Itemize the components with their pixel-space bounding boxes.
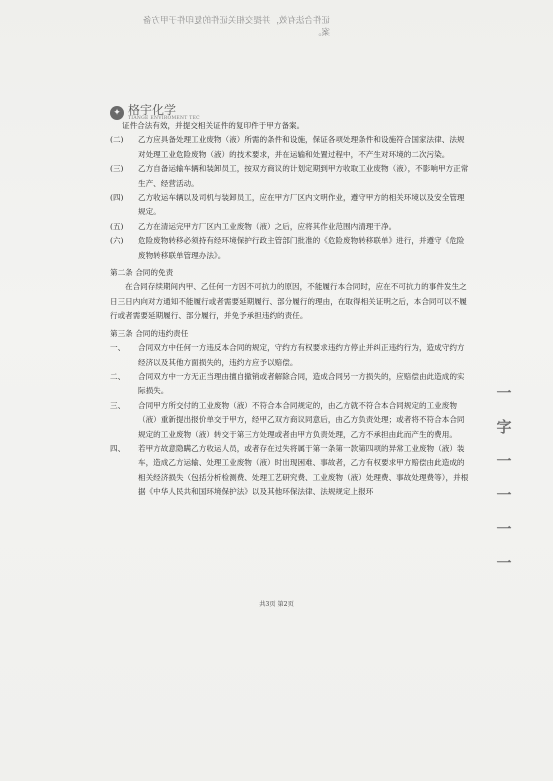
margin-mark: 一 xyxy=(496,554,512,572)
clause-text: 乙方收运车辆以及司机与装卸员工，应在甲方厂区内文明作业，遵守甲方的相关环境以及安全管理规定。 xyxy=(138,193,465,217)
document-body xyxy=(110,119,470,500)
clause-number: (二) xyxy=(110,135,124,145)
clause-text: 合同甲方所交付的工业废物（液）不符合本合同规定的，由乙方就不符合本合同规定的工业废物（液）重新提出报价单交于甲方，经甲乙双方商议同意后，由乙方负责处理；或者将不符合本合同规定的工业废物（液）转交于第三方处理或者由甲方负责处理，乙方不承担由此而产生的费用。 xyxy=(138,400,465,439)
clause-number: (三) xyxy=(110,164,124,174)
clause-item xyxy=(110,220,470,234)
margin-mark: 一 xyxy=(496,520,512,538)
clause-number: (六) xyxy=(110,236,124,246)
clause-item xyxy=(110,399,470,442)
section-heading: 第二条 合同的免责 xyxy=(110,268,174,278)
margin-mark: 字 xyxy=(496,418,512,436)
clause-number: 二、 xyxy=(110,371,126,381)
clause-item xyxy=(110,162,470,191)
clause-text: 合同双方中任何一方违反本合同的规定，守约方有权要求违约方停止并纠正违约行为，造成守约方经济以及其他方面损失的，违约方应予以赔偿。 xyxy=(138,343,465,367)
page-footer: 共3页 第2页 xyxy=(259,601,294,608)
clause-text: 若甲方故意隐瞒乙方收运人员，或者存在过失将属于第一条第一款第四项的异常工业废物（液）装车，造成乙方运输、处理工业废物（液）时出现困难、事故者，乙方有权要求甲方赔偿由此造成的相关经济损失（包括分析检测费、处理工艺研究费、工业废物（液）处理费、事故处理费等），并根据《中华人民共和国环境保护法》以及其他环保法律、法规规定上报环 xyxy=(138,443,469,497)
clause-number: 一、 xyxy=(110,343,126,353)
clause-text: 合同双方中一方无正当理由擅自撤销或者解除合同，造成合同另一方损失的，应赔偿由此造成的实际损失。 xyxy=(138,371,465,396)
clause-text: 乙方应具备处理工业废物（液）所需的条件和设施，保证各项处理条件和设施符合国家法律、法规对处理工业危险废物（液）的技术要求，并在运输和处置过程中，不产生对环境的二次污染。 xyxy=(138,135,465,159)
company-logo-icon: ✦ xyxy=(110,106,124,120)
body-paragraph: 在合同存续期间内甲、乙任何一方因不可抗力的原因，不能履行本合同时，应在不可抗力的事件发生之日三日内向对方通知不能履行或者需要延期履行、部分履行的理由，在取得相关证明之后，本合同可以不履行或者需要延期履行、部分履行，并免予承担违约的责任。 xyxy=(110,282,467,321)
clause-item xyxy=(110,191,470,220)
logo-name: 格宇化学 xyxy=(128,103,177,117)
margin-mark: 一 xyxy=(496,384,512,402)
logo-subtitle: TIANGE ENVIROMENT TEC xyxy=(128,116,200,121)
clause-item xyxy=(110,341,470,370)
clause-number: (五) xyxy=(110,221,124,231)
continued-text: 证件合法有效，并提交相关证件的复印件于甲方备案。 xyxy=(122,121,305,130)
clause-number: (四) xyxy=(110,193,124,203)
bleed-through-text: 证件合法有效，并提交相关证件的复印件于甲方备案。 xyxy=(142,16,330,38)
clause-item xyxy=(110,370,470,399)
clause-item xyxy=(110,234,470,263)
clause-text: 乙方自备运输车辆和装卸员工，按双方商议的计划定期到甲方收取工业废物（液），不影响甲方正常生产、经营活动。 xyxy=(138,164,469,188)
margin-marks xyxy=(493,376,515,580)
clause-text: 危险废物转移必须持有经环境保护行政主管部门批准的《危险废物转移联单》进行，并遵守《危险废物转移联单管理办法》。 xyxy=(138,236,465,260)
clause-text: 乙方在清运完甲方厂区内工业废物（液）之后，应将其作业范围内清理干净。 xyxy=(138,221,397,231)
clause-number: 三、 xyxy=(110,400,126,410)
clause-item xyxy=(110,442,470,500)
clause-number: 四、 xyxy=(110,443,126,453)
margin-mark: 一 xyxy=(496,486,512,504)
clause-item xyxy=(110,133,470,162)
section-heading: 第三条 合同的违约责任 xyxy=(110,328,189,338)
margin-mark: 一 xyxy=(496,452,512,470)
